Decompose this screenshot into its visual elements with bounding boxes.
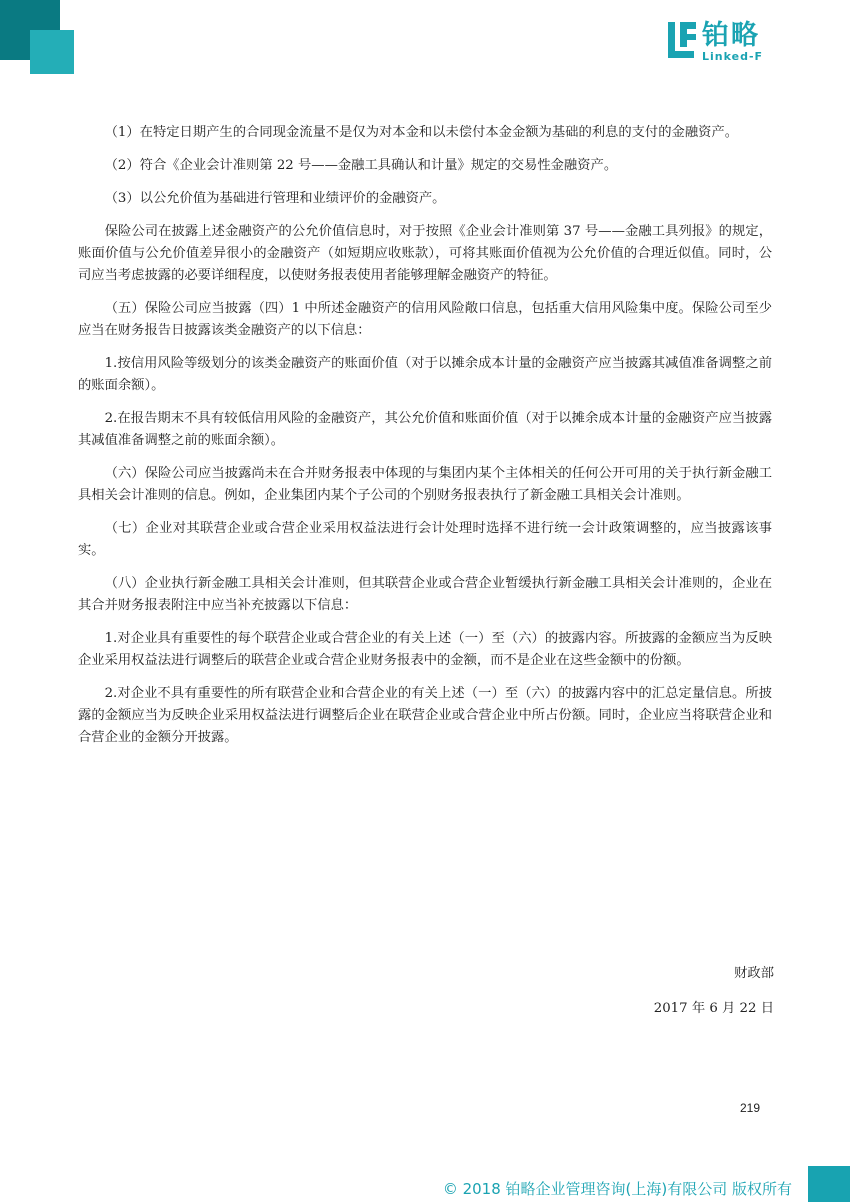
page-number: 219 xyxy=(740,1101,761,1115)
footer-copyright: © 2018 铂略企业管理咨询(上海)有限公司 版权所有 xyxy=(442,1180,792,1198)
paragraph: 1.对企业具有重要性的每个联营企业或合营企业的有关上述（一）至（六）的披露内容。所披露的金额应当为反映企业采用权益法进行调整后的联营企业或合营企业财务报表中的金额，而不是企业在这些金额中的份额。 xyxy=(78,631,772,668)
logo-mark-icon xyxy=(666,20,696,64)
paragraph: （2）符合《企业会计准则第 22 号——金融工具确认和计量》规定的交易性金融资产。 xyxy=(104,158,618,173)
signature-organization: 财政部 xyxy=(734,966,774,981)
paragraph: （六）保险公司应当披露尚未在合并财务报表中体现的与集团内某个主体相关的任何公开可用的关于执行新金融工具相关会计准则的信息。例如，企业集团内某个子公司的个别财务报表执行了新金融工具相关会计准则。 xyxy=(78,466,772,503)
signature-date: 2017 年 6 月 22 日 xyxy=(653,1001,774,1016)
paragraph: （七）企业对其联营企业或合营企业采用权益法进行会计处理时选择不进行统一会计政策调整的，应当披露该事实。 xyxy=(78,521,772,558)
paragraph: 2.对企业不具有重要性的所有联营企业和合营企业的有关上述（一）至（六）的披露内容中的汇总定量信息。所披露的金额应当为反映企业采用权益法进行调整后企业在联营企业或合营企业中所占份额。同时，企业应当将联营企业和合营企业的金额分开披露。 xyxy=(78,686,772,745)
logo-chinese-name: 铂略 xyxy=(702,20,760,51)
document-body xyxy=(78,122,772,760)
paragraph: （八）企业执行新金融工具相关会计准则，但其联营企业或合营企业暂缓执行新金融工具相关会计准则的，企业在其合并财务报表附注中应当补充披露以下信息： xyxy=(78,576,772,613)
paragraph: （3）以公允价值为基础进行管理和业绩评价的金融资产。 xyxy=(104,191,446,206)
footer-decoration xyxy=(808,1166,850,1202)
paragraph: 1.按信用风险等级划分的该类金融资产的账面价值（对于以摊余成本计量的金融资产应当披露其减值准备调整之前的账面余额）。 xyxy=(78,356,772,393)
paragraph: 2.在报告期末不具有较低信用风险的金融资产，其公允价值和账面价值（对于以摊余成本计量的金融资产应当披露其减值准备调整之前的账面余额）。 xyxy=(78,411,772,448)
paragraph: （五）保险公司应当披露（四）1 中所述金融资产的信用风险敞口信息，包括重大信用风险集中度。保险公司至少应当在财务报告日披露该类金融资产的以下信息： xyxy=(78,301,772,338)
paragraph: （1）在特定日期产生的合同现金流量不是仅为对本金和以未偿付本金金额为基础的利息的支付的金融资产。 xyxy=(104,125,739,140)
corner-decoration-light xyxy=(30,30,74,74)
brand-logo xyxy=(666,20,792,64)
logo-english-name: Linked-F xyxy=(702,50,764,63)
paragraph: 保险公司在披露上述金融资产的公允价值信息时，对于按照《企业会计准则第 37 号——金融工具列报》的规定，账面价值与公允价值差异很小的金融资产（如短期应收账款），可将其账面价值视为公允价值的合理近似值。同时，公司应当考虑披露的必要详细程度，以使财务报表使用者能够理解金融资产的特征。 xyxy=(78,224,772,283)
